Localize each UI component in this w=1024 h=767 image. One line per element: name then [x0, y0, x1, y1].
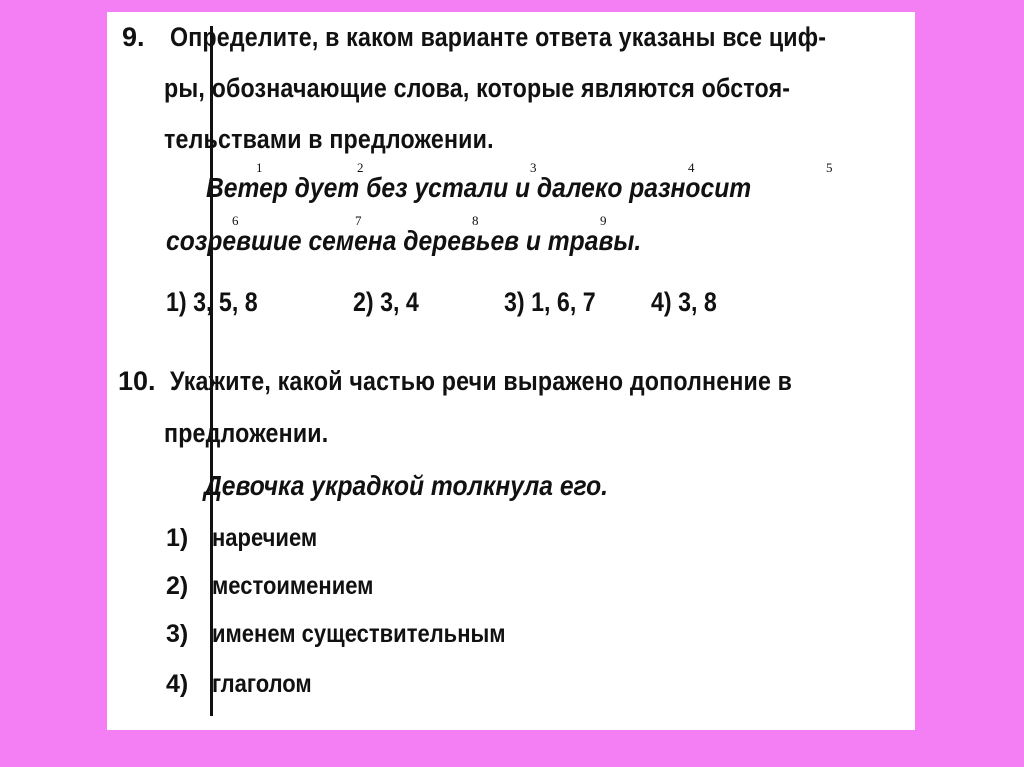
- question-10-text-line-1: Укажите, какой частью речи выражено дополнение в: [170, 366, 793, 396]
- word-marker-7: 7: [355, 213, 362, 228]
- word-marker-8: 8: [472, 213, 479, 228]
- word-marker-3: 3: [530, 160, 537, 175]
- question-10-option-2-number: 2): [166, 572, 189, 600]
- question-9-option-4: 4) 3, 8: [651, 287, 717, 317]
- question-10-option-3-number: 3): [166, 620, 189, 648]
- question-10-option-1-number: 1): [166, 524, 189, 552]
- word-marker-5: 5: [826, 160, 833, 175]
- question-10-option-2-text: местоимением: [212, 572, 374, 600]
- word-marker-4: 4: [688, 160, 695, 175]
- question-10-sentence: Девочка украдкой толкнула его.: [204, 470, 608, 501]
- question-9-text-line-3: тельствами в предложении.: [164, 124, 494, 154]
- question-9-number: 9.: [122, 22, 145, 52]
- question-9-sentence-line-1: Ветер дует без устали и далеко разносит: [206, 172, 752, 203]
- question-10-option-4-text: глаголом: [212, 670, 312, 698]
- question-9-option-1: 1) 3, 5, 8: [166, 287, 258, 317]
- question-10-number: 10.: [118, 366, 156, 396]
- word-marker-6: 6: [232, 213, 239, 228]
- question-9-text-line-2: ры, обозначающие слова, которые являются обстоя-: [164, 73, 791, 103]
- question-9-sentence-line-2: созревшие семена деревьев и травы.: [166, 225, 642, 256]
- word-marker-9: 9: [600, 213, 607, 228]
- question-10-option-3-text: именем существительным: [212, 620, 506, 648]
- word-marker-2: 2: [357, 160, 364, 175]
- question-10-text-line-2: предложении.: [164, 418, 329, 448]
- question-9-text-line-1: Определите, в каком варианте ответа указаны все циф-: [170, 22, 827, 52]
- word-marker-1: 1: [256, 160, 263, 175]
- question-9-option-3: 3) 1, 6, 7: [504, 287, 596, 317]
- question-9-option-2: 2) 3, 4: [353, 287, 419, 317]
- question-10-option-1-text: наречием: [212, 524, 318, 552]
- question-10-option-4-number: 4): [166, 670, 189, 698]
